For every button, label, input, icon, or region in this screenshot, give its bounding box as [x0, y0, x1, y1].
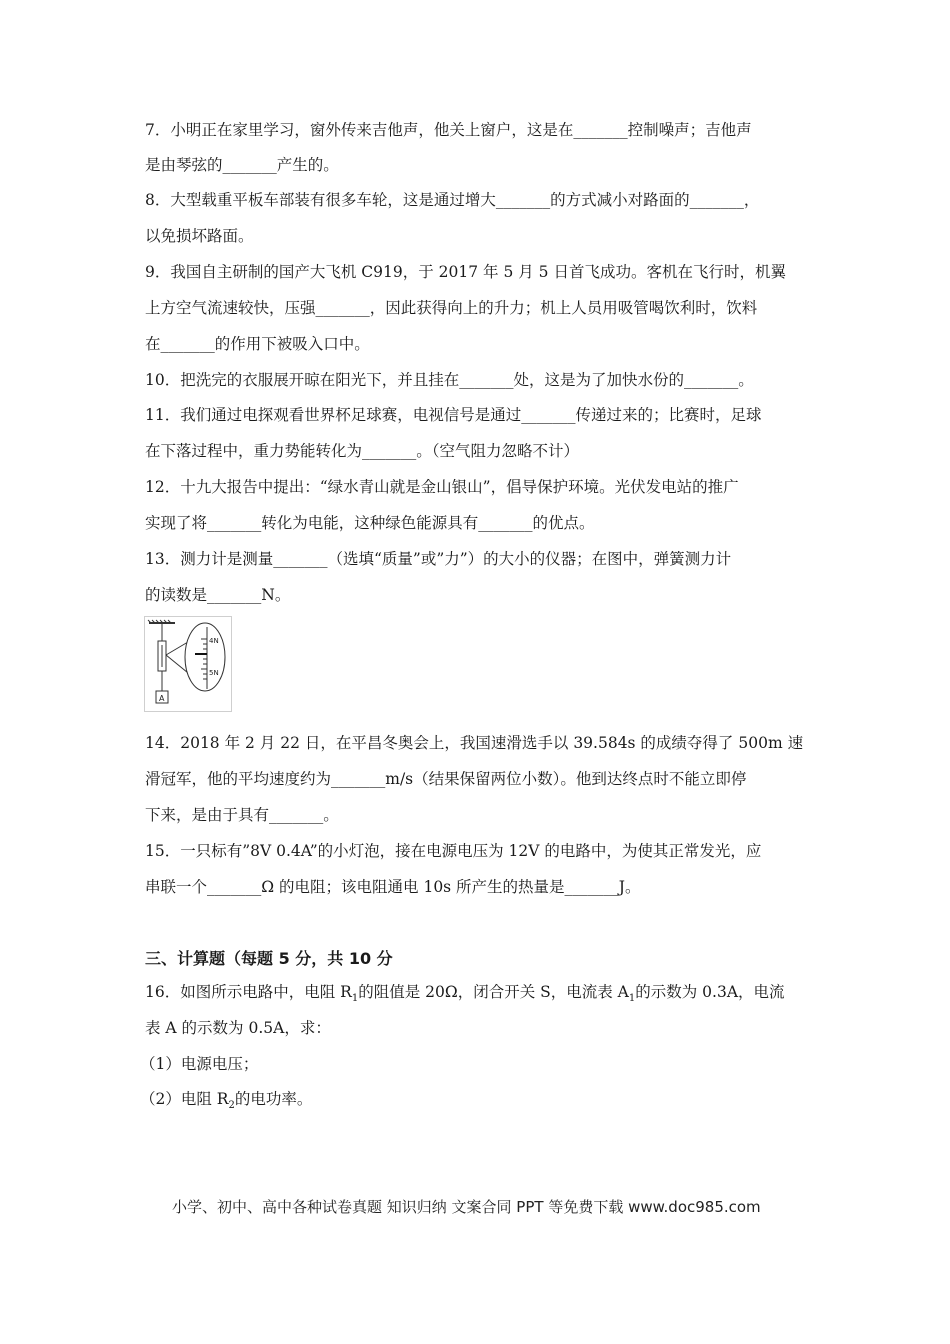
weight-label-a: A	[159, 694, 165, 703]
q15-line-2: 串联一个_______Ω 的电阻；该电阻通电 10s 所产生的热量是_______J。	[145, 878, 641, 896]
spring-scale-drawing	[145, 617, 231, 711]
q13-line-2: 的读数是_______N。	[145, 586, 291, 604]
q15-line-1: 15．一只标有”8V 0.4A”的小灯泡，接在电源电压为 12V 的电路中，为使其正常发光，应	[145, 842, 762, 860]
q14-line-2: 滑冠军，他的平均速度约为_______m/s（结果保留两位小数）。他到达终点时不能立即停	[145, 770, 747, 788]
q11-line-2: 在下落过程中，重力势能转化为_______。（空气阻力忽略不计）	[145, 442, 580, 460]
q16-line-2: 表 A 的示数为 0.5A，求：	[145, 1019, 331, 1037]
q16-p2-text-c: 的电功率。	[234, 1090, 313, 1108]
q12-line-1: 12．十九大报告中提出：“绿水青山就是金山银山”，倡导保护环境。光伏发电站的推广	[145, 478, 739, 496]
q8-line-2: 以免损坏路面。	[145, 227, 254, 245]
q16-sub-a1: 1	[628, 993, 636, 1005]
q8-line-1: 8．大型载重平板车部装有很多车轮，这是通过增大_______的方式减小对路面的_______，	[145, 191, 760, 209]
q16-part-1: （1）电源电压；	[140, 1055, 259, 1073]
q7-line-2: 是由琴弦的_______产生的。	[145, 156, 339, 174]
q9-line-1: 9．我国自主研制的国产大飞机 C919，于 2017 年 5 月 5 日首飞成功。客机在飞行时，机翼	[145, 263, 786, 281]
spring-scale-figure	[144, 616, 232, 712]
q16-text-c: 的阻值是 20Ω，闭合开关 S，电流表 A	[358, 983, 629, 1001]
q16-text-e: 的示数为 0.3A，电流	[635, 983, 785, 1001]
section-3-heading: 三、计算题（每题 5 分，共 10 分	[145, 949, 393, 968]
q12-line-2: 实现了将_______转化为电能，这种绿色能源具有_______的优点。	[145, 514, 595, 532]
q16-p2-text-a: （2）电阻 R	[140, 1090, 229, 1108]
q16-sub-r1: 1	[351, 993, 359, 1005]
q11-line-1: 11．我们通过电探观看世界杯足球赛，电视信号是通过_______传递过来的；比赛时，足球	[145, 406, 762, 424]
q14-line-3: 下来，是由于具有_______。	[145, 806, 339, 824]
q9-line-3: 在_______的作用下被吸入口中。	[145, 335, 370, 353]
scale-label-4n: 4N	[209, 637, 219, 645]
q7-line-1: 7．小明正在家里学习，窗外传来吉他声，他关上窗户，这是在_______控制噪声；吉他声	[145, 121, 752, 139]
scale-label-5n: 5N	[209, 669, 219, 677]
q16-sub-r2: 2	[228, 1100, 235, 1112]
page-footer: 小学、初中、高中各种试卷真题 知识归纳 文案合同 PPT 等免费下载 www.doc985.com	[172, 1198, 761, 1216]
q16-part-2	[140, 1089, 312, 1116]
q10-line-1: 10．把洗完的衣服展开晾在阳光下，并且挂在_______处，这是为了加快水份的_______。	[145, 371, 754, 389]
q13-line-1: 13．测力计是测量_______（选填“质量”或”力”）的大小的仪器；在图中，弹簧测力计	[145, 550, 732, 568]
q9-line-2: 上方空气流速较快，压强_______，因此获得向上的升力；机上人员用吸管喝饮利时，饮料	[145, 299, 758, 317]
q14-line-1: 14．2018 年 2 月 22 日，在平昌冬奥会上，我国速滑选手以 39.584s 的成绩夺得了 500m 速	[145, 734, 804, 752]
q16-line-1	[145, 982, 785, 1009]
q16-text-a: 16．如图所示电路中，电阻 R	[145, 983, 352, 1001]
